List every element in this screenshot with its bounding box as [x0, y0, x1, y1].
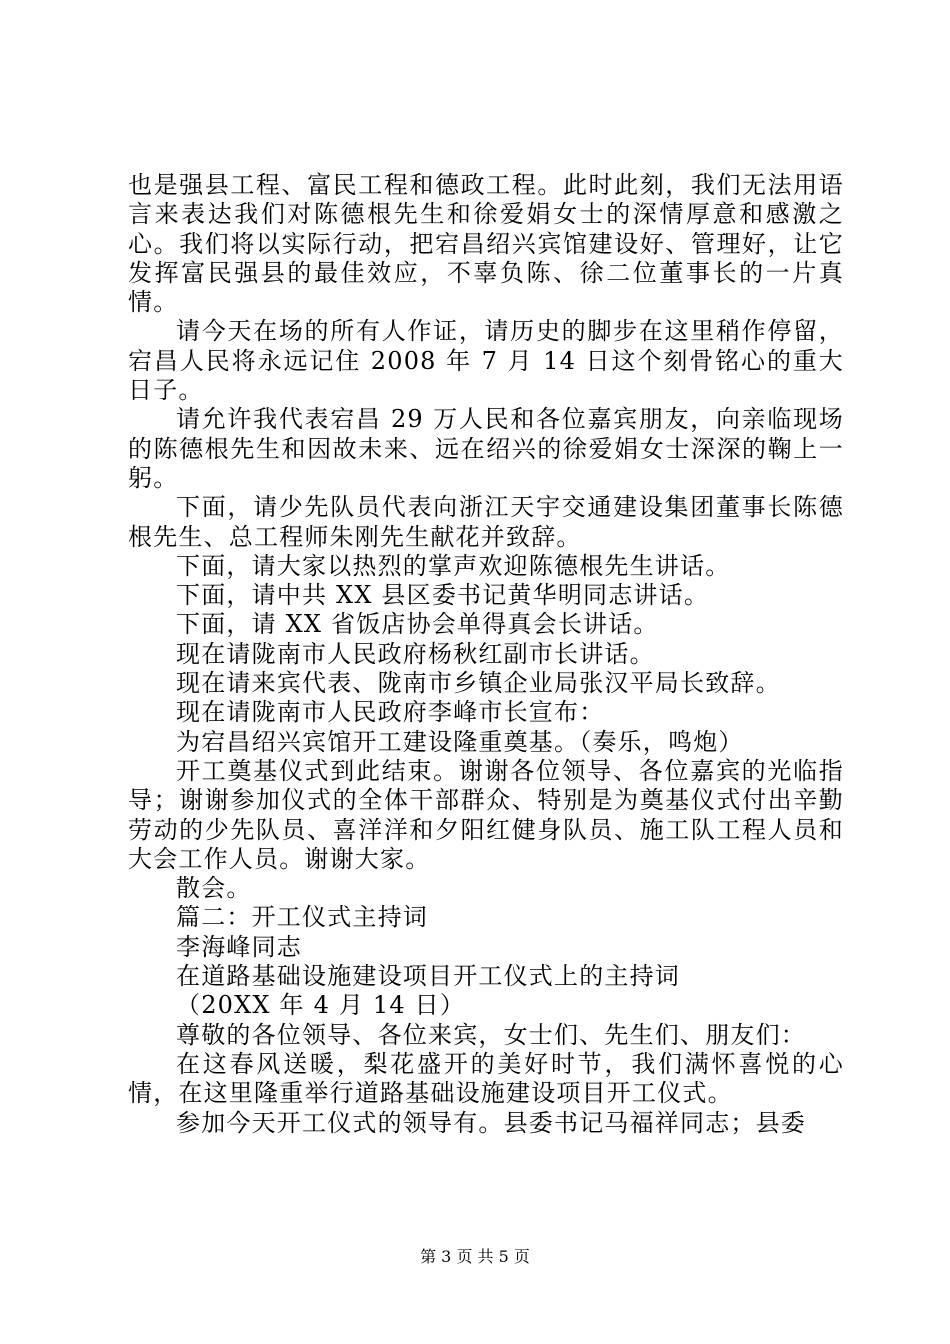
- paragraph: 下面，请少先队员代表向浙江天宇交通建设集团董事长陈德根先生、总工程师朱刚先生献花并致辞。: [128, 493, 844, 551]
- paragraph: 开工奠基仪式到此结束。谢谢各位领导、各位嘉宾的光临指导；谢谢参加仪式的全体干部群众、特别是为奠基仪式付出辛勤劳动的少先队员、喜洋洋和夕阳红健身队员、施工队工程人员和大会工作人员。谢谢大家。: [128, 756, 844, 873]
- paragraph: 在这春风送暖，梨花盛开的美好时节，我们满怀喜悦的心情，在这里隆重举行道路基础设施建设项目开工仪式。: [128, 1049, 844, 1108]
- page-number-footer: 第 3 页 共 5 页: [420, 1247, 530, 1266]
- paragraph: 现在请来宾代表、陇南市乡镇企业局张汉平局长致辞。: [176, 669, 781, 698]
- paragraph: 尊敬的各位领导、各位来宾，女士们、先生们、朋友们：: [176, 1020, 806, 1049]
- speaker-name: 李海峰同志: [176, 932, 302, 961]
- paragraph: 也是强县工程、富民工程和德政工程。此时此刻，我们无法用语言来表达我们对陈德根先生和徐爱娟女士的深情厚意和感激之心。我们将以实际行动，把宕昌绍兴宾馆建设好、管理好，让它发挥富民强县的最佳效应，不辜负陈、徐二位董事长的一片真情。: [128, 171, 844, 317]
- paragraph: 请允许我代表宕昌 29 万人民和各位嘉宾朋友，向亲临现场的陈德根先生和因故未来、远在绍兴的徐爱娟女士深深的鞠上一躬。: [128, 405, 844, 492]
- paragraph: 现在请陇南市人民政府李峰市长宣布：: [176, 698, 605, 727]
- paragraph: 下面，请中共 XX 县区委书记黄华明同志讲话。: [176, 581, 710, 610]
- paragraph: 下面，请大家以热烈的掌声欢迎陈德根先生讲话。: [176, 551, 731, 580]
- paragraph: 为宕昌绍兴宾馆开工建设隆重奠基。（奏乐，鸣炮）: [176, 727, 744, 756]
- speech-date: （20XX 年 4 月 14 日）: [176, 991, 466, 1020]
- paragraph: 散会。: [176, 874, 252, 903]
- document-body: [128, 171, 844, 1138]
- paragraph: 现在请陇南市人民政府杨秋红副市长讲话。: [176, 639, 655, 668]
- section-heading: 篇二：开工仪式主持词: [176, 903, 428, 932]
- speech-title: 在道路基础设施建设项目开工仪式上的主持词: [176, 962, 680, 991]
- paragraph: 参加今天开工仪式的领导有。县委书记马福祥同志；县委: [176, 1108, 806, 1137]
- paragraph: 下面，请 XX 省饭店协会单得真会长讲话。: [176, 610, 659, 639]
- paragraph: 请今天在场的所有人作证，请历史的脚步在这里稍作停留，宕昌人民将永远记住 2008 年 7 月 14 日这个刻骨铭心的重大日子。: [128, 317, 844, 405]
